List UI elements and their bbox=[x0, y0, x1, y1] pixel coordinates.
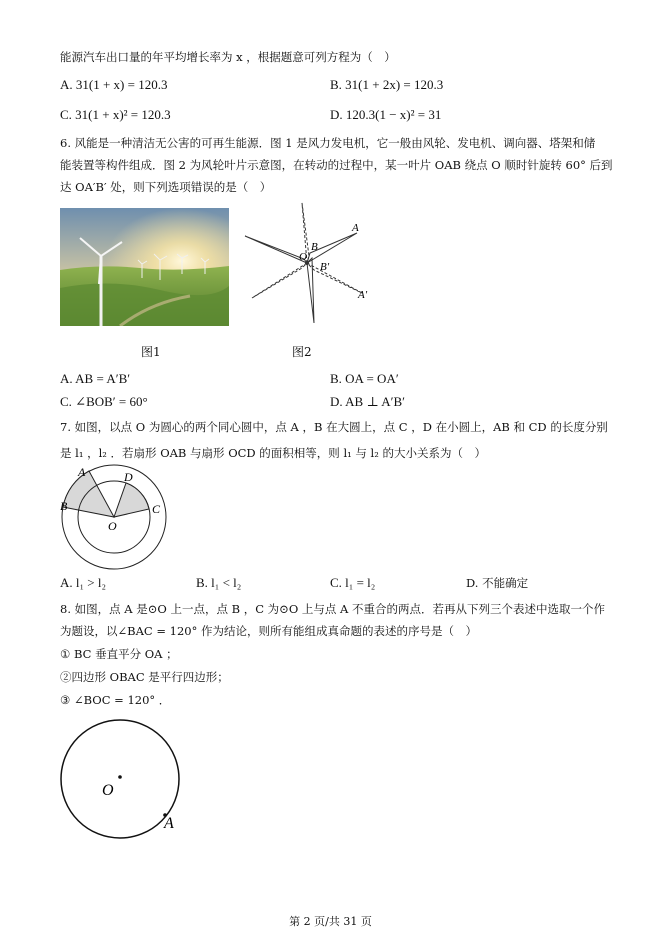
question-5-tail: 能源汽车出口量的年平均增长率为 x ，根据题意可列方程为（ ） bbox=[60, 50, 396, 64]
q8-line-2: 为题设，以∠BAC = 120° 作为结论，则所有能组成真命题的表述的序号是（ ） bbox=[60, 624, 477, 638]
q7-label-d: D bbox=[124, 470, 133, 484]
figure-2-caption: 图2 bbox=[292, 345, 312, 359]
q7-option-d: D. 不能确定 bbox=[466, 576, 529, 590]
q5-option-d: D. 120.3(1 − x)² = 31 bbox=[330, 107, 442, 122]
q8-statement-2: ②四边形 OBAC 是平行四边形； bbox=[60, 670, 229, 684]
fig2-label-a: A bbox=[352, 222, 359, 234]
q5-option-b: B. 31(1 + 2x) = 120.3 bbox=[330, 77, 444, 92]
figure-1-caption: 图1 bbox=[141, 345, 161, 359]
q8-statement-1: ① BC 垂直平分 OA ； bbox=[60, 647, 178, 661]
q8-statement-3: ③ ∠BOC = 120° ． bbox=[60, 693, 171, 707]
q5-option-c: C. 31(1 + x)² = 120.3 bbox=[60, 107, 171, 122]
q6-line-3: 达 OA′B′ 处，则下列选项错误的是（ ） bbox=[60, 180, 272, 194]
q8-label-a: A bbox=[164, 815, 174, 832]
q6-option-b: B. OA = OA′ bbox=[330, 371, 399, 386]
q6-line-2: 能装置等构件组成．图 2 为风轮叶片示意图，在转动的过程中，某一叶片 OAB 绕点 O 顺时针旋转 60° 后到 bbox=[60, 158, 613, 172]
fig2-label-b-prime: B′ bbox=[320, 261, 330, 273]
concentric-circles-diagram bbox=[56, 463, 176, 573]
q7-line-1: 7. 如图，以点 O 为圆心的两个同心圆中，点 A ，B 在大圆上，点 C ，D 在小圆上，AB 和 CD 的长度分别 bbox=[60, 420, 608, 434]
q6-option-c: C. ∠BOB′ = 60° bbox=[60, 394, 148, 409]
q7-option-b: B. l₁ < l₂ bbox=[196, 575, 242, 590]
q6-line-1: 6. 风能是一种清洁无公害的可再生能源．图 1 是风力发电机，它一般由风轮、发电机、调向器、塔架和储 bbox=[60, 136, 596, 150]
q7-option-c: C. l₁ = l₂ bbox=[330, 575, 376, 590]
q7-label-c: C bbox=[152, 502, 161, 516]
q7-line-2: 是 l₁ ，l₂ ．若扇形 OAB 与扇形 OCD 的面积相等，则 l₁ 与 l₂ 的大小关系为（ ） bbox=[60, 446, 486, 460]
q7-label-b: B bbox=[60, 499, 68, 513]
fig2-label-a-prime: A′ bbox=[358, 289, 368, 301]
q7-label-o: O bbox=[108, 519, 117, 533]
fig2-label-b: B bbox=[311, 241, 318, 253]
circle-o-diagram bbox=[58, 715, 188, 835]
page-footer: 第 2 页/共 31 页 bbox=[289, 915, 372, 928]
q8-line-1: 8. 如图，点 A 是⊙O 上一点，点 B ，C 为⊙O 上与点 A 不重合的两点．若再从下列三个表述中选取一个作 bbox=[60, 602, 606, 616]
q7-option-a: A. l₁ > l₂ bbox=[60, 575, 107, 590]
q6-option-d: D. AB ⊥ A′B′ bbox=[330, 394, 405, 409]
fig2-label-o: O bbox=[299, 251, 307, 263]
q5-option-a: A. 31(1 + x) = 120.3 bbox=[60, 77, 168, 92]
rotor-blade-diagram bbox=[242, 198, 382, 348]
q6-option-a: A. AB = A′B′ bbox=[60, 371, 131, 386]
wind-turbine-photo bbox=[60, 208, 229, 326]
q8-label-o: O bbox=[102, 782, 114, 799]
q7-label-a: A bbox=[78, 465, 86, 479]
